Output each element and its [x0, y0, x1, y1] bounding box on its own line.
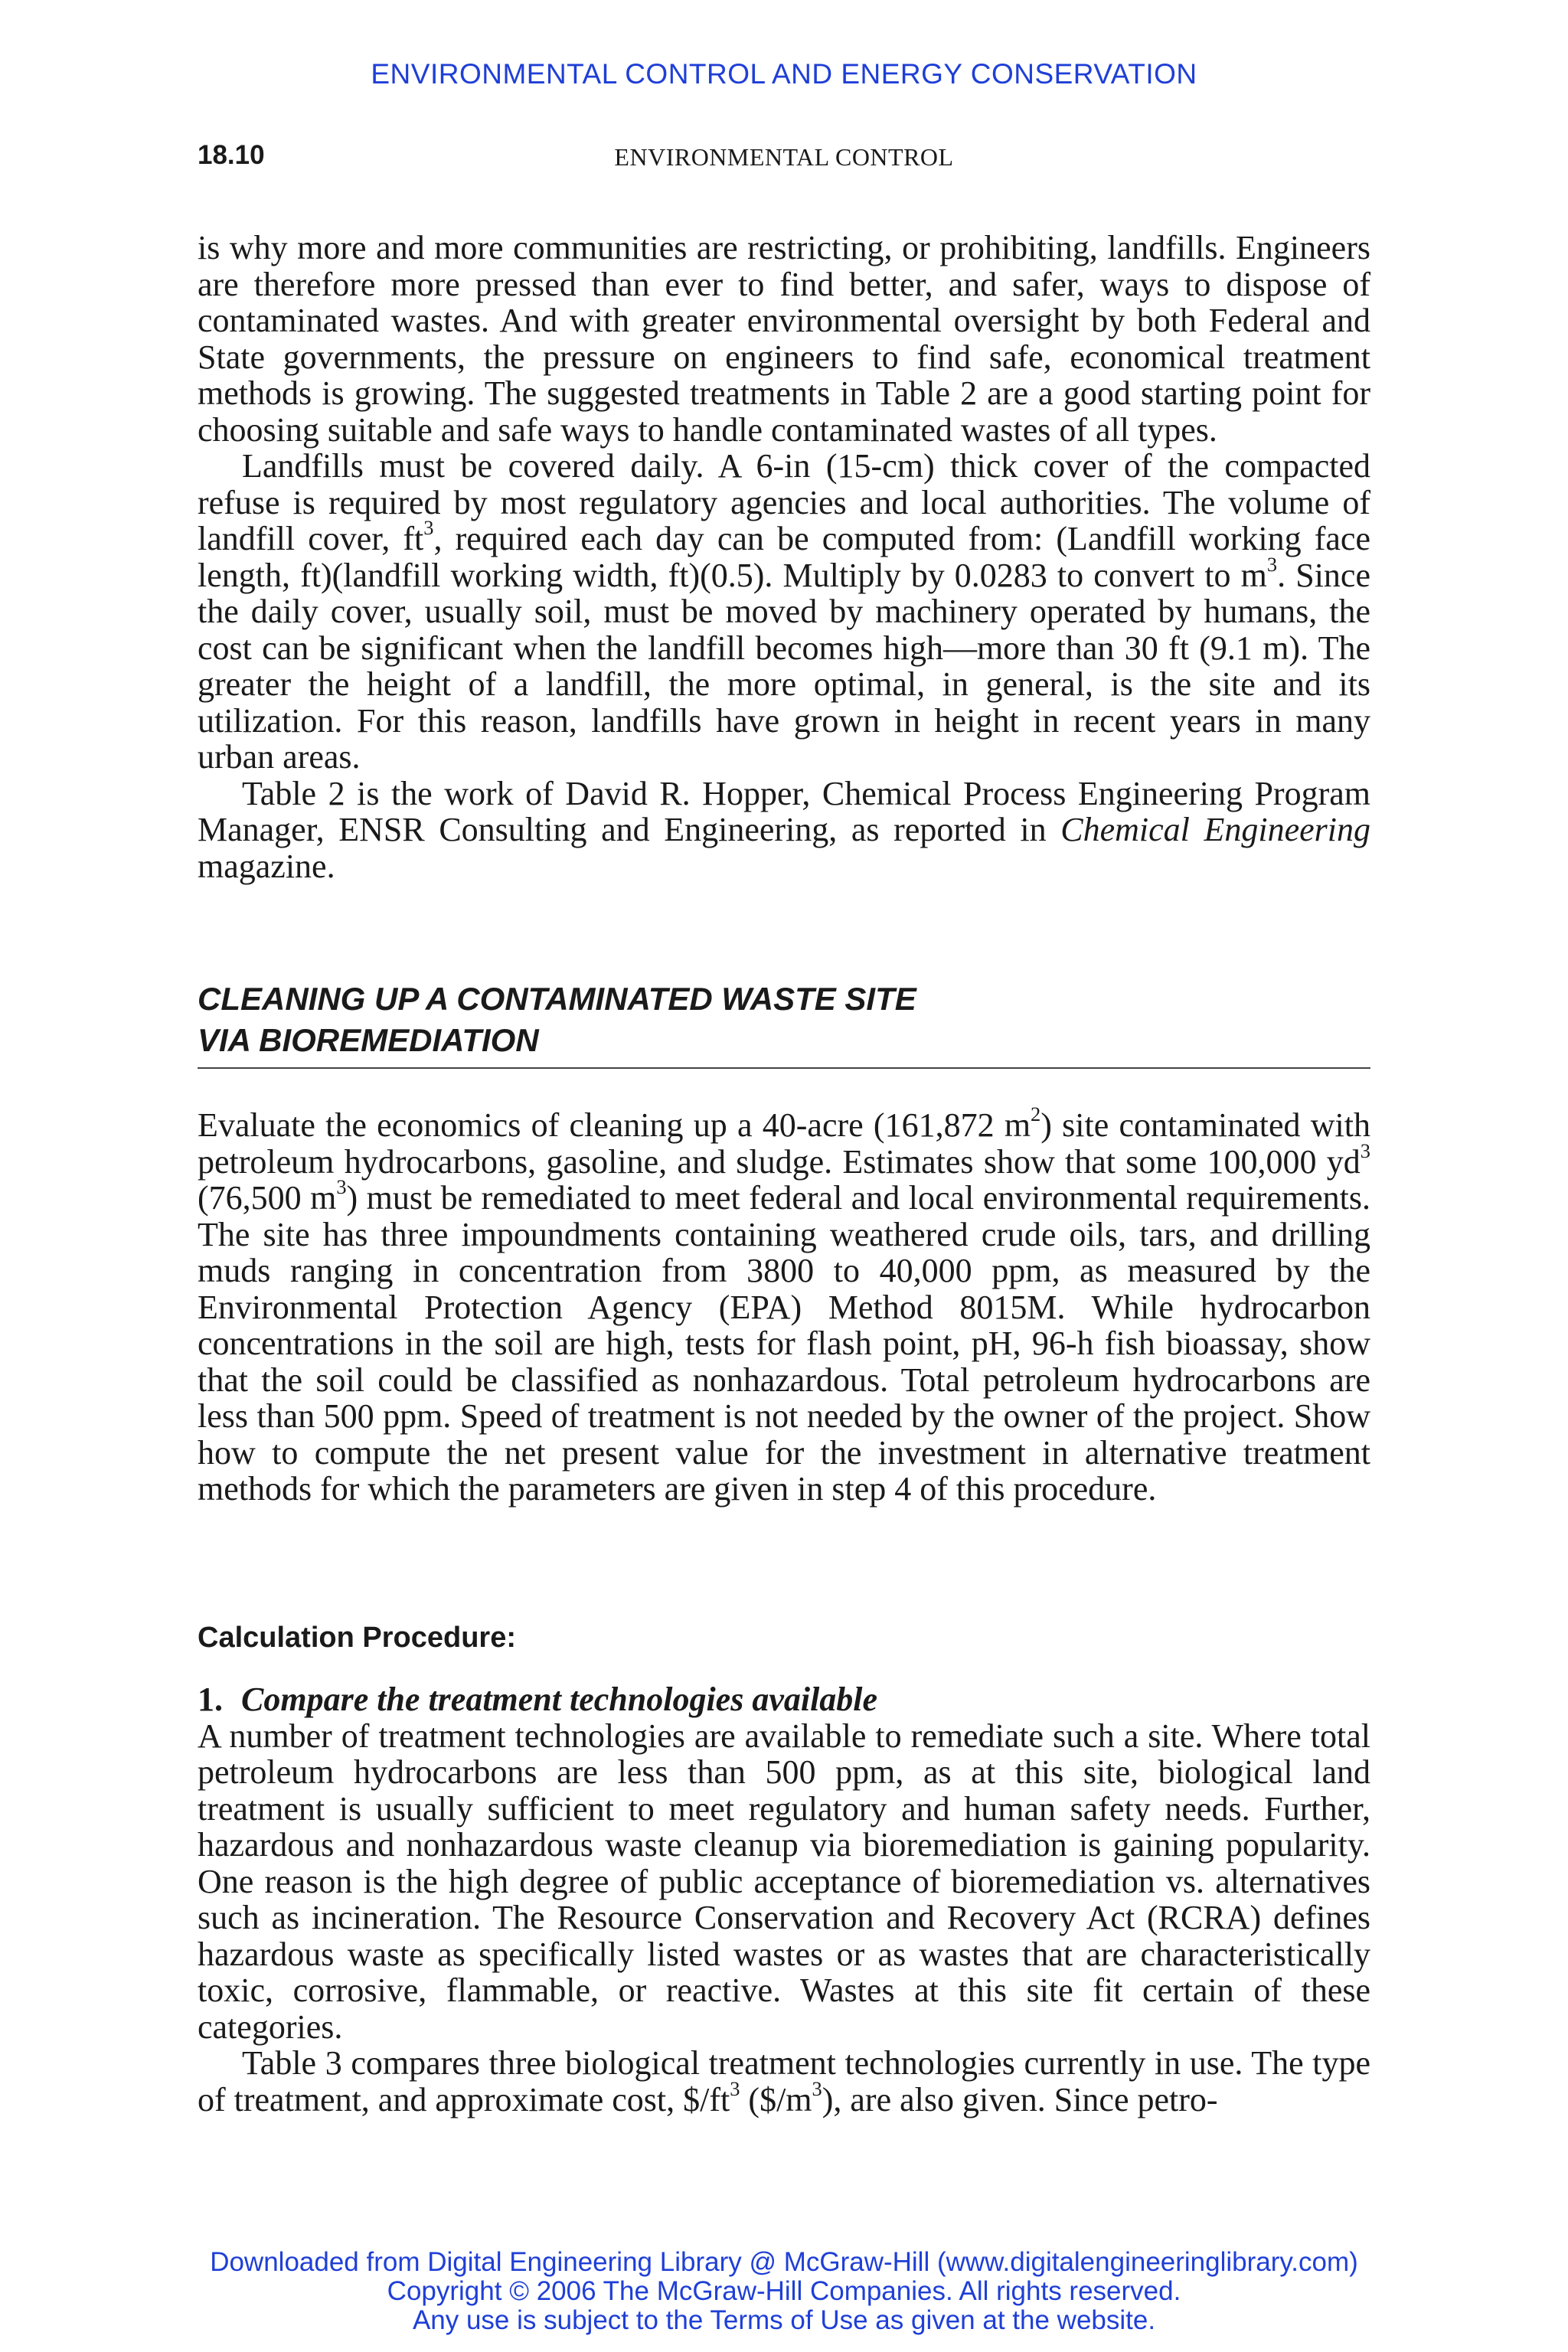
s1p2-part-b: ($/m — [740, 2080, 812, 2118]
step-title: Compare the treatment technologies available — [241, 1681, 878, 1718]
p2-part-b: , required each day can be computed from: (Landfill working face length, ft)(landfill working width, ft)(0.5). Multiply by 0.0283 to convert to m — [198, 520, 1370, 594]
problem-part-c: (76,500 m — [198, 1179, 337, 1217]
s1p2-part-a: Table 3 compares three biological treatment technologies currently in use. The type of treatment, and approximate cost, $/ft — [198, 2044, 1370, 2118]
intro-paragraph-1: is why more and more communities are restricting, or prohibiting, landfills. Engineers are therefore more pressed than ever to find better, and safer, ways to dispose of contaminated wastes. And with greater environmental oversight by both Federal and State governments, the pressure on engineers to find safe, economical treatment methods is growing. The suggested treatments in Table 2 are a good starting point for choosing suitable and safe ways to handle contaminated wastes of all types. — [198, 229, 1370, 449]
superscript: 3 — [1360, 1138, 1370, 1162]
superscript: 3 — [423, 516, 434, 540]
book-title-banner: ENVIRONMENTAL CONTROL AND ENERGY CONSERVATION — [371, 58, 1197, 90]
problem-paragraph — [198, 1102, 1370, 1508]
superscript: 3 — [812, 2076, 822, 2100]
problem-part-d: ) must be remediated to meet federal and local environmental requirements. The site has three impoundments containing weathered crude oils, tars, and drilling muds ranging in concentration from 3800 to 40,000 ppm, as measured by the Environmental Protection Agency (EPA) Method 8015M. While hydrocarbon concentrations in the soil are high, tests for flash point, pH, 96-h fish bioassay, show that the soil could be classified as nonhazardous. Total petroleum hydrocarbons are less than 500 ppm. Speed of treatment is not needed by the owner of the project. Show how to compute the net present value for the investment in alternative treatment methods for which the parameters are given in step 4 of this procedure. — [198, 1179, 1370, 1508]
intro-paragraph-2 — [198, 448, 1370, 776]
step-1-heading — [198, 1681, 1370, 1718]
section-title — [198, 978, 1370, 1069]
step-1 — [198, 1681, 1370, 2118]
problem-statement — [198, 1102, 1370, 1508]
p2-part-c: . Since the daily cover, usually soil, must be moved by machinery operated by humans, the cost can be significant when the landfill becomes high—more than 30 ft (9.1 m). The greater the height of a landfill, the more optimal, in general, is the site and its utilization. For this reason, landfills have grown in height in recent years in many urban areas. — [198, 556, 1370, 776]
footer-notice — [0, 2248, 1568, 2335]
running-head: ENVIRONMENTAL CONTROL — [614, 143, 954, 171]
journal-title: Chemical Engineering — [1060, 811, 1370, 848]
superscript: 3 — [730, 2076, 740, 2100]
page-number: 18.10 — [198, 140, 265, 170]
step-1-paragraph-1: A number of treatment technologies are available to remediate such a site. Where total petroleum hydrocarbons are less than 500 ppm, as at this site, biological land treatment is usually sufficient to meet regulatory and human safety needs. Further, hazardous and nonhazardous waste cleanup via bioremediation is gaining popularity. One reason is the high degree of public acceptance of bioremediation vs. alternatives such as incineration. The Resource Conservation and Recovery Act (RCRA) defines hazardous waste as specifically listed wastes or as wastes that are characteristically toxic, corrosive, flammable, or reactive. Wastes at this site fit certain of these categories. — [198, 1717, 1370, 2046]
calculation-procedure-heading: Calculation Procedure: — [198, 1622, 516, 1654]
s1p2-part-c: ), are also given. Since petro- — [822, 2080, 1218, 2118]
footer-copyright: Copyright © 2006 The McGraw-Hill Companies. All rights reserved. — [387, 2276, 1181, 2306]
superscript: 3 — [1266, 552, 1278, 576]
superscript: 2 — [1031, 1102, 1041, 1126]
step-number: 1. — [198, 1681, 223, 1718]
p3-part-a: Table 2 is the work of David R. Hopper, Chemical Process Engineering Program Manager, ENSR Consulting and Engineering, as reported in — [198, 774, 1370, 848]
footer-download-link[interactable]: Downloaded from Digital Engineering Library @ McGraw-Hill (www.digitalengineeringlibrary.com) — [210, 2247, 1358, 2277]
problem-part-b: ) site contaminated with petroleum hydrocarbons, gasoline, and sludge. Estimates show that some 100,000 yd — [198, 1106, 1370, 1181]
superscript: 3 — [336, 1175, 347, 1199]
p2-part-a: Landfills must be covered daily. A 6-in (15-cm) thick cover of the compacted refuse is required by most regulatory agencies and local authorities. The volume of landfill cover, ft — [198, 447, 1370, 557]
intro-paragraph-3 — [198, 776, 1370, 885]
p3-part-b: magazine. — [198, 847, 335, 885]
section-title-line-1: CLEANING UP A CONTAMINATED WASTE SITE — [198, 981, 916, 1017]
problem-part-a: Evaluate the economics of cleaning up a 40-acre (161,872 m — [198, 1106, 1031, 1144]
section-title-line-2: VIA BIOREMEDIATION — [198, 1022, 539, 1058]
step-1-paragraph-2 — [198, 2045, 1370, 2118]
footer-terms: Any use is subject to the Terms of Use as given at the website. — [412, 2305, 1156, 2335]
intro-text — [198, 230, 1370, 884]
